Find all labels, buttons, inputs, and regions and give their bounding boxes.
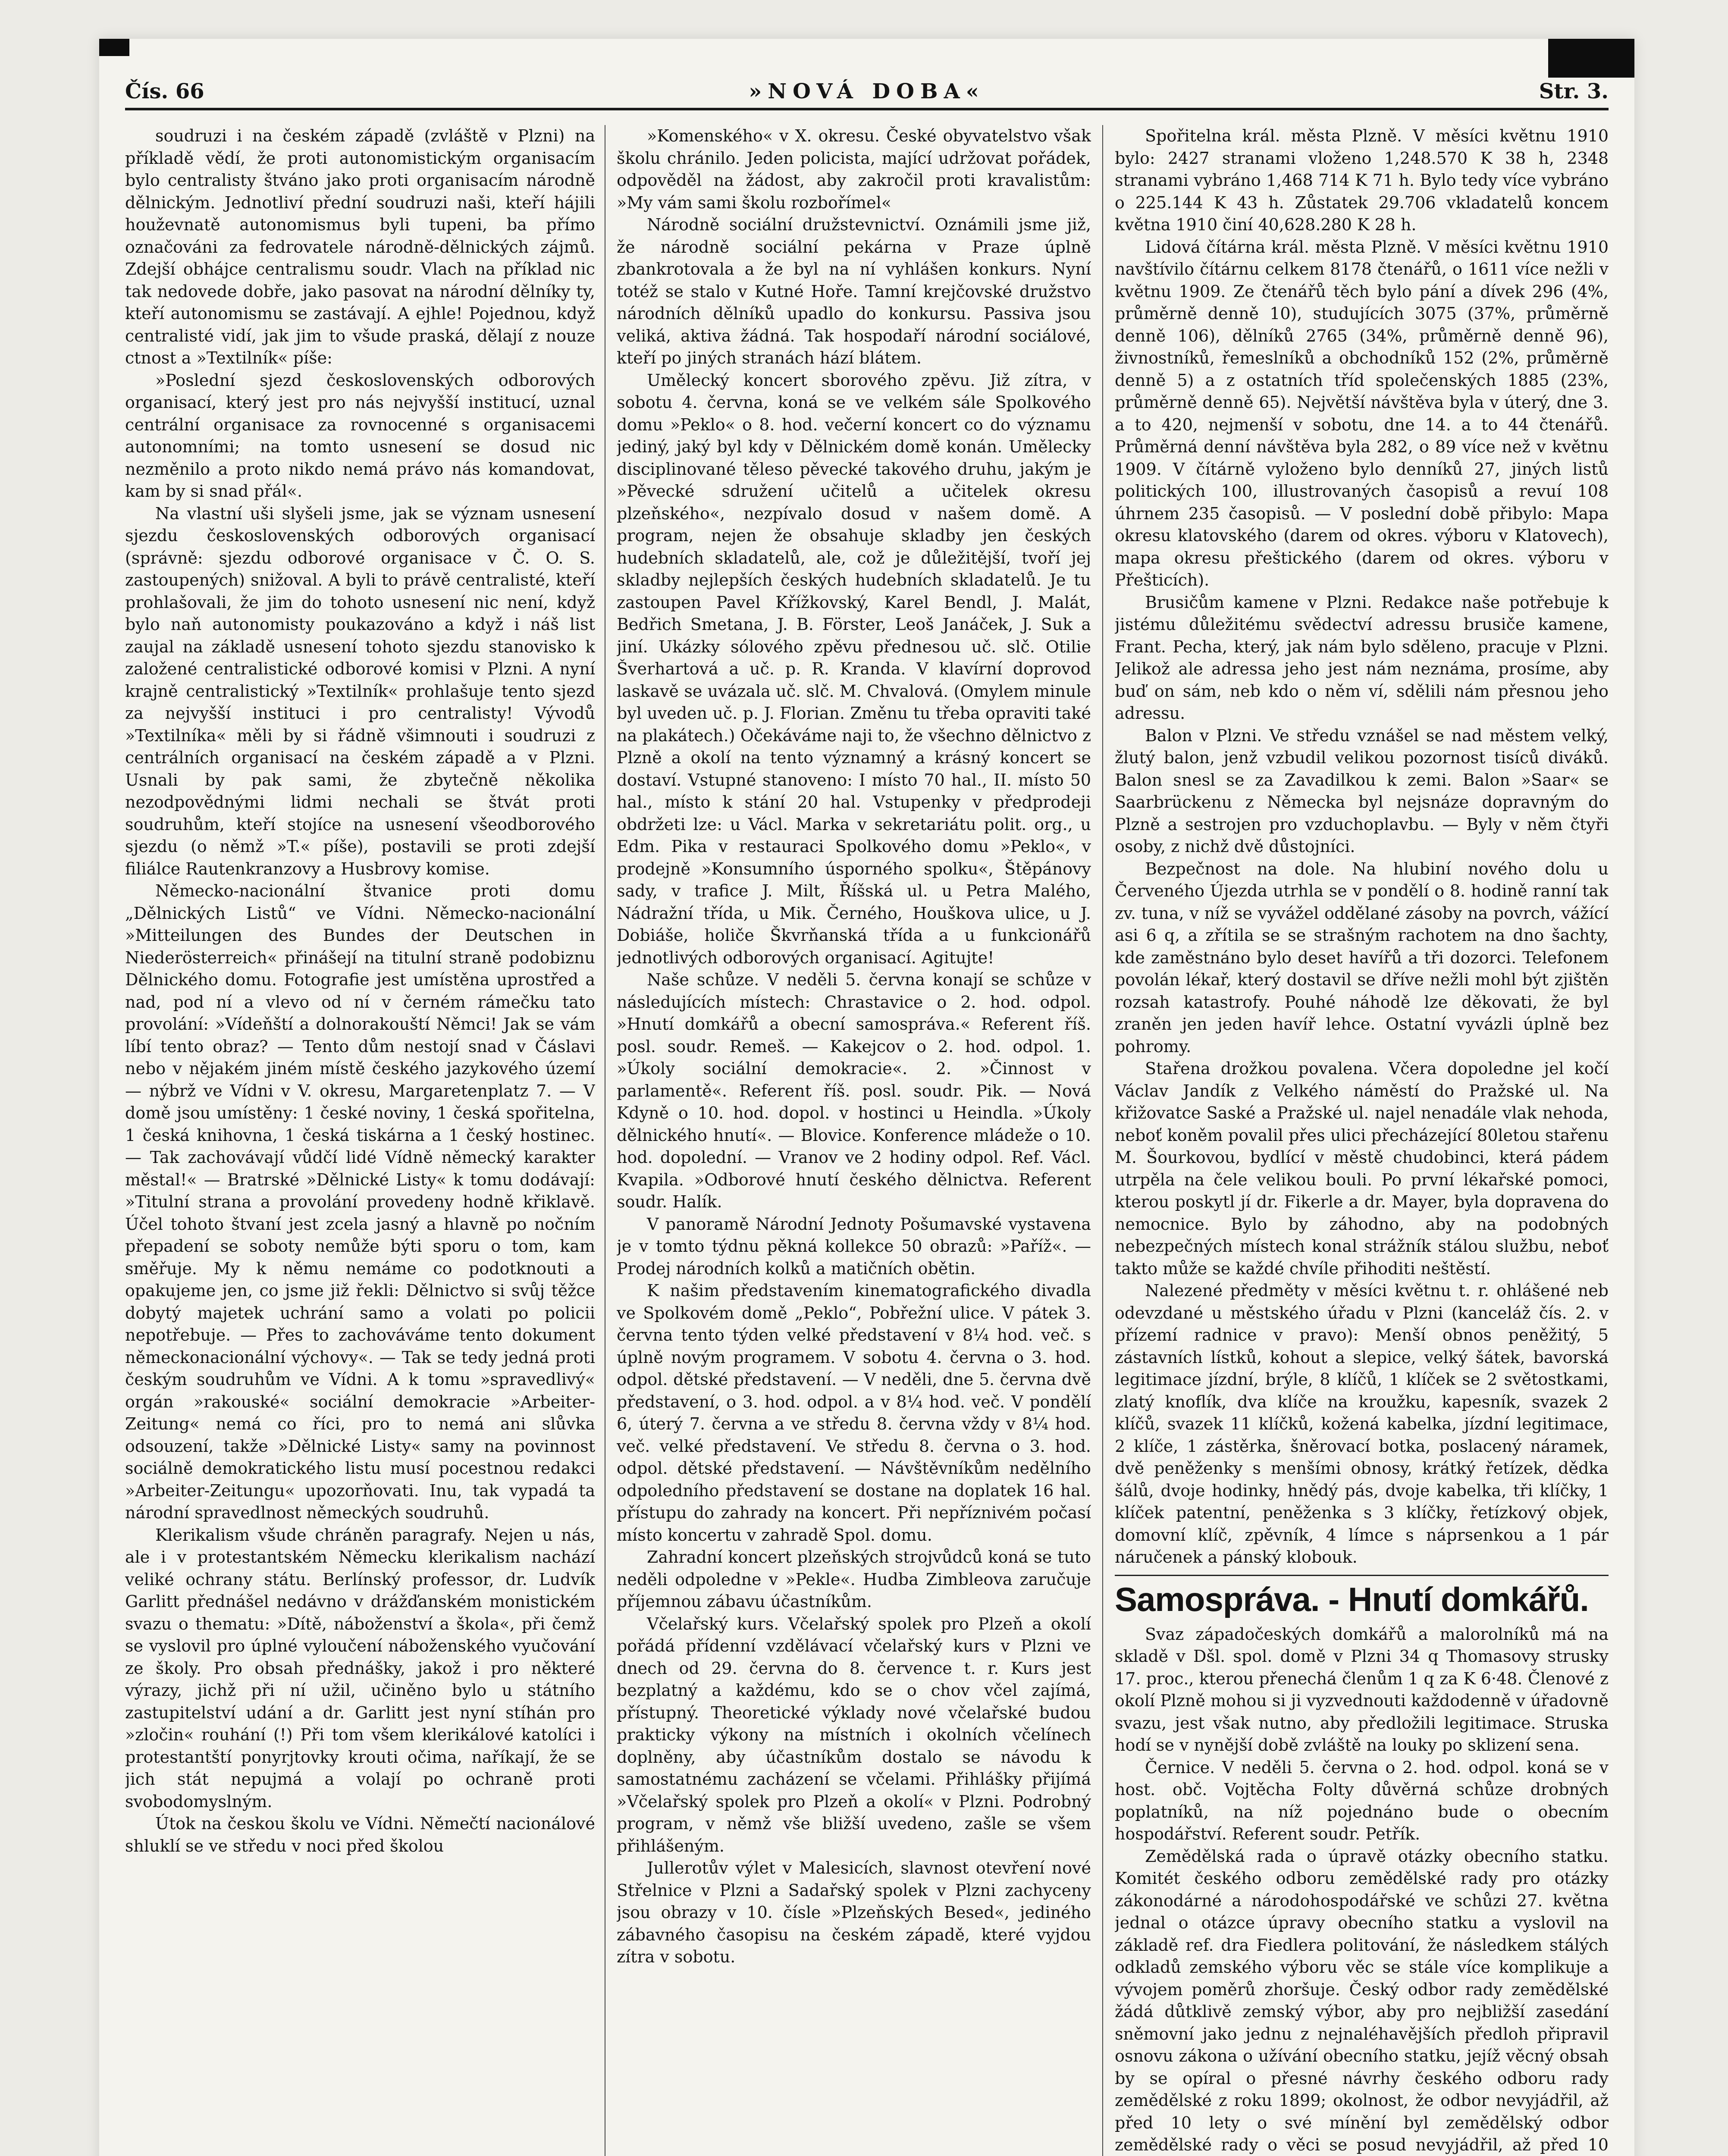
article-paragraph: Naše schůze. V neděli 5. června konají se schůze v následujících místech: Chrastavice o 2. hod. odpol. »Hnutí domkářů a obecní samospráva.« Referent říš. posl. soudr. Remeš. — Kakejcov o 2. hod. odpol. 1. »Úkoly sociální demokracie«. 2. »Činnost v parlamentě«. Referent říš. posl. soudr. Pik. — Nová Kdyně o 10. hod. dopol. v hostinci u Heindla. »Úkoly dělnického hnutí«. — Blovice. Konference mládeže o 10. hod. dopolední. — Vranov ve 2 hodiny odpol. Ref. Václ. Kvapila. »Odborové hnutí českého dělnictva. Referent soudr. Halík. bbox=[617, 970, 1091, 1211]
article-paragraph: soudruzi i na českém západě (zvláště v Plzni) na příkladě vědí, že proti autonomistickým organisacím bylo centralisty štváno jako proti organisacím národně dělnickým. Jednotliví přední soudruzi naši, kteří hájili houževnatě autonomismus byli tupeni, ba přímo označováni za fedrovatele národně-dělnických zájmů. Zdejší obhájce centralismu soudr. Vlach na příklad nic tak nedovede dobře, jako pasovat na národní dělníky ty, kteří autonomismu se zastávají. A ejhle! Pojednou, když centralisté vidí, jak jim to všude praská, dělají z nouze ctnost a »Textilník« píše: bbox=[125, 126, 595, 367]
article-paragraph: Včelařský kurs. Včelařský spolek pro Plzeň a okolí pořádá přídenní vzdělávací včelařský kurs v Plzni ve dnech od 29. června do 8. července t. r. Kurs jest bezplatný a každému, kdo se o chov včel zajímá, přístupný. Theoretické výklady nové včelařské budou prakticky výkony na místních i okolních včelínech doplněny, aby účastníkům dostalo se návodu k samostatnému zacházení se včelami. Přihlášky přijímá »Včelařský spolek pro Plzeň a okolí« v Plzni. Podrobný program, v němž vše bližší uvedeno, zašle se všem přihlášeným. bbox=[617, 1614, 1091, 1855]
column-3 bbox=[1115, 125, 1609, 2156]
article-paragraph: Svaz západočeských domkářů a malorolníků má na skladě v Dšl. spol. domě v Plzni 34 q Thomasovy strusky 17. proc., kterou přenechá členům 1 q za K 6·48. Členové z okolí Plzně mohou si ji vyzvednouti každodenně v úřadovně svazu, jest však nutno, aby předložili legitimace. Struska hodí se v nynější době zvláště na louky po sklizení sena. bbox=[1115, 1624, 1609, 1755]
article-paragraph: K našim představením kinematografického divadla ve Spolkovém domě „Peklo“, Pobřežní ulice. V pátek 3. června tento týden velké představení v 8¼ hod. več. s úplně novým programem. V sobotu 4. června o 3. hod. odpol. dětské představení. — V neděli, dne 5. června dvě představení, o 3. hod. odpol. a v 8¼ hod. več. V pondělí 6, úterý 7. června a ve středu 8. června vždy v 8¼ hod. več. velké představení. Ve středu 8. června o 3. hod. odpol. dětské představení. — Návštěvníkům nedělního odpoledního představení se dostane na doplatek 16 hal. přístupu do zahrady na koncert. Při nepříznivém počasí místo koncertu v zahradě Spol. domu. bbox=[617, 1281, 1091, 1545]
article-paragraph: Nalezené předměty v měsíci květnu t. r. ohlášené neb odevzdané u městského úřadu v Plzni (kanceláž čís. 2. v přízemí radnice v pravo): Menší obnos peněžitý, 5 zástavních lístků, kohout a slepice, velký šátek, bavorská legitimace jízdní, brýle, 8 klíčů, 1 klíček se 2 světostkami, zlatý knoflík, dva klíče na kroužku, kapesník, svazek 2 klíčů, svazek 11 klíčků, kožená kabelka, jízdní legitimace, 2 klíče, 1 zástěrka, šněrovací botka, poslacený náramek, dvě peněženky s menšími obnosy, krátký řetízek, dědka šálů, dvoje hodinky, hnědý pás, dvoje kabelka, tři klíčky, 1 klíček patentní, peněženka s 3 klíčky, řetízkový objek, domovní klíč, zpěvník, 4 límce s náprsenkou a 1 pár náručenek a pánský klobouk. bbox=[1115, 1281, 1609, 1567]
article-paragraph: Lidová čítárna král. města Plzně. V měsíci květnu 1910 navštívilo čítárnu celkem 8178 čtenářů, o 1611 více nežli v květnu 1909. Ze čtenářů těch bylo pání a dívek 296 (4%, průměrně denně 10), studujících 3075 (37%, průměrně denně 106), dělníků 2765 (34%, průměrně denně 96), živnostníků, řemeslníků a obchodníků 152 (2%, průměrně denně 5) a z ostatních tříd společenských 1885 (23%, průměrně denně 65). Největší návštěva byla v úterý, dne 3. a to 420, nejmenší v sobotu, dne 14. a to 44 čtenářů. Průměrná denní návštěva byla 282, o 89 více než v květnu 1909. V čítárně vyloženo bylo denníků 27, jiných listů politických 100, illustrovaných časopisů a revuí 108 úhrnem 235 časopisů. — V poslední době přibylo: Mapa okresu klatovského (darem od okres. výboru v Klatovech), mapa okresu přeštického (darem od okres. výboru v Přešticích). bbox=[1115, 237, 1609, 589]
column-2 bbox=[617, 125, 1091, 2156]
article-paragraph: »Poslední sjezd československých odborových organisací, který jest pro nás nejvyšší institucí, uznal centrální organisace za rovnocenné s organisacemi autonomními; na tomto usnesení se dosud nic nezměnilo a proto nikdo nemá právo nás komandovat, kam by si snad přál«. bbox=[125, 370, 595, 501]
article-paragraph: Na vlastní uši slyšeli jsme, jak se význam usnesení sjezdu československých odborových organisací (správně: sjezdu odborové organisace v Č. O. S. zastoupených) snižoval. A byli to právě centralisté, kteří prohlašovali, že jim do tohoto usnesení nic není, když bylo naň autonomisty poukazováno a když i náš list zaujal na základě usnesení tohoto sjezdu stanovisko k založené centralistické odborové komisi v Plzni. A nyní krajně centralistický »Textilník« prohlašuje tento sjezd za nejvyšší instituci i pro centralisty! Vývodů »Textilníka« měli by si řádně všimnouti i soudruzi z centrálních organisací na českém západě a v Plzni. Usnali by pak sami, že zbytečně několika nezodpovědnými lidmi nechali se štvát proti soudruhům, kteří stojíce na usnesení všeodborového sjezdu (o němž »T.« píše), postavili se proti zdejší filiálce Rautenkranzovy a Husbrovy komise. bbox=[125, 504, 595, 878]
article-paragraph: Zemědělská rada o úpravě otázky obecního statku. Komitét českého odboru zemědělské rady pro otázky zákonodárné a národohospodářské ve schůzi 27. května jednal o otázce úpravy obecního statku a vyslovil na základě ref. dra Fiedlera politování, že následkem stálých odkladů zemského výboru věc se stále více komplikuje a vývojem poměrů zhoršuje. Český odbor rady zemědělské žádá důtklivě zemský výbor, aby pro nejbližší zasedání sněmovní jako jednu z nejnaléhavějších předloh připravil osnovu zákona o užívání obecního statku, jejíž věcný obsah by se opíral o přesné návrhy českého odboru rady zemědělské z roku 1899; okolnost, že odbor nevyjádřil, až před 10 lety o své mínění byl zemědělský odbor zemědělské rady o věci se posud nevyjádřil, až před 10 bbox=[1115, 1846, 1609, 2154]
page-number: Str. 3. bbox=[1539, 79, 1609, 103]
column-1 bbox=[125, 125, 595, 2156]
masthead bbox=[125, 73, 1609, 110]
article-paragraph: Klerikalism všude chráněn paragrafy. Nejen u nás, ale i v protestantském Německu klerikalism nachází veliké ochrany státu. Berlínský professor, dr. Ludvík Garlitt přednášel nedávno v drážďanském monistickém svazu o thematu: »Dítě, náboženství a škola«, při čemž se vyslovil pro úplné vyloučení náboženského vyučování ze školy. Pro obsah přednášky, jakož i pro některé výrazy, jichž při ní užil, učiněno bylo u státního zastupitelství udání a dr. Garlitt jest nyní stíhán pro »zločin« rouhání (!) Při tom všem klerikálové katolíci i protestantští ponyrjtovky krouti očima, naříkají, že se jich stát nepujmá a volají po ochraně proti svobodomyslným. bbox=[125, 1525, 595, 1811]
article-paragraph: Zahradní koncert plzeňských strojvůdců koná se tuto neděli odpoledne v »Pekle«. Hudba Zimbleova zaručuje příjemnou zábavu účastníkům. bbox=[617, 1548, 1091, 1611]
article-paragraph: Černice. V neděli 5. června o 2. hod. odpol. koná se v host. obč. Vojtěcha Folty důvěrná schůze drobných poplatníků, na níž pojednáno bude o obecním hospodářství. Referent soudr. Petřík. bbox=[1115, 1758, 1609, 1843]
article-paragraph: Národně sociální družstevnictví. Oznámili jsme již, že národně sociální pekárna v Praze úplně zbankrotovala a že byl na ní vyhlášen konkurs. Nyní totéž se stalo v Kutné Hoře. Tamní krejčovské družstvo národních dělníků upadlo do konkursu. Passiva jsou veliká, aktiva žádná. Tak hospodaří národní sociálové, kteří po jiných stranách hází blátem. bbox=[617, 215, 1091, 367]
article-paragraph: Umělecký koncert sborového zpěvu. Již zítra, v sobotu 4. června, koná se ve velkém sále Spolkového domu »Peklo« o 8. hod. večerní koncert co do významu jediný, jaký byl kdy v Dělnickém domě konán. Umělecky disciplinované těleso pěvecké takového druhu, jakým je »Pěvecké sdružení učitelů a učitelek okresu plzeňského«, nezpívalo dosud v našem domě. A program, nejen že obsahuje skladby jen českých hudebních skladatelů, ale, což je důležitější, tvoří jej skladby nejlepších českých hudebních skladatelů. Je tu zastoupen Pavel Křížkovský, Karel Bendl, J. Malát, Bedřich Smetana, J. B. Förster, Leoš Janáček, J. Suk a jiní. Ukázky sólového zpěvu přednesou uč. slč. Otilie Šverhartová a uč. p. R. Kranda. V klavírní doprovod laskavě se uvázala uč. slč. M. Chvalová. (Omylem minule byl uveden uč. p. J. Florian. Změnu tu třeba opraviti také na plakátech.) Očekáváme naji to, že všechno dělnictvo z Plzně a okolí na tento významný a krásný koncert se dostaví. Vstupné stanoveno: I místo 70 hal., II. místo 50 hal., místo k stání 20 hal. Vstupenky v předprodeji obdržeti lze: u Václ. Marka v sekretariátu polit. org., u Edm. Pika v restauraci Spolkového domu »Peklo«, v prodejně »Konsumního úsporného spolku«, Štěpánovy sady, v trafice J. Milt, Říšská ul. u Petra Malého, Nádražní třída, u Mik. Černého, Houškova ulice, u J. Dobiáše, holiče Škvrňanská třída a u funkcionářů jednotlivých odborových organisací. Agitujte! bbox=[617, 370, 1091, 967]
issue-number: Čís. 66 bbox=[125, 79, 204, 103]
section-heading: Samospráva. - Hnutí domkářů. bbox=[1115, 1575, 1609, 1620]
article-paragraph: V panoramě Národní Jednoty Pošumavské vystavena je v tomto týdnu pěkná kollekce 50 obrazů: »Paříž«. — Prodej národních kolků a matičních obětin. bbox=[617, 1214, 1091, 1278]
article-paragraph: Stařena drožkou povalena. Včera dopoledne jel kočí Václav Jandík z Velkého náměstí do Pražské ul. Na křižovatce Saské a Pražské ul. najel nenadále vlak nehoda, neboť koněm povalil přes ulici přecházející 80letou stařenu M. Šourkovou, bydlící v městě chudobinci, která pádem utrpěla na čele velikou bouli. Po první lékařské pomoci, kterou poskytl jí dr. Fikerle a dr. Mayer, byla dopravena do nemocnice. Bylo by záhodno, aby na podobných nebezpečných místech konal strážník stálou službu, neboť takto může se každé chvíle přihoditi neštěstí. bbox=[1115, 1059, 1609, 1278]
newspaper-page bbox=[99, 39, 1634, 2156]
article-paragraph: Spořitelna král. města Plzně. V měsíci květnu 1910 bylo: 2427 stranami vloženo 1,248.570 K 38 h, 2348 stranami vybráno 1,468 714 K 71 h. Bylo tedy více vybráno o 225.144 K 43 h. Zůstatek 29.706 vkladatelů koncem května 1910 činí 40,628.280 K 28 h. bbox=[1115, 126, 1609, 234]
column-divider bbox=[1102, 125, 1103, 2156]
article-paragraph: Bezpečnost na dole. Na hlubiní nového dolu u Červeného Újezda utrhla se v pondělí o 8. hodině ranní tak zv. tuna, v níž se vyvážel oddělané zásoby na povrch, vážící asi 6 q, a zřítila se se strašným rachotem na dno šachty, kde zaměstnáno bylo deset havířů a tři dozorci. Telefonem povolán lékař, který dostavil se dříve nežli mohl být zjištěn rozsah katastrofy. Pouhé náhodě lze děkovati, že byl zraněn jen jeden havíř lehce. Ostatní vyvázli úplně bez pohromy. bbox=[1115, 859, 1609, 1056]
article-paragraph: Jullerotův výlet v Malesicích, slavnost otevření nové Střelnice v Plzni a Sadařský spolek v Plzni zachyceny jsou obrazy v 10. čísle »Plzeňských Besed«, jediného zábavného časopisu na českém západě, které vyjdou zítra v sobotu. bbox=[617, 1858, 1091, 1966]
article-paragraph: Brusičům kamene v Plzni. Redakce naše potřebuje k jistému důležitému svědectví adressu brusiče kamene, Frant. Pecha, který, jak nám bylo sděleno, pracuje v Plzni. Jelikož ale adressa jeho jest nám neznáma, prosíme, aby buď on sám, neb kdo o něm ví, sdělili nám přesnou jeho adressu. bbox=[1115, 592, 1609, 723]
article-paragraph: Útok na českou školu ve Vídni. Němečtí nacionálové shluklí se ve středu v noci před školou bbox=[125, 1814, 595, 1855]
article-paragraph: Balon v Plzni. Ve středu vznášel se nad městem velký, žlutý balon, jenž vzbudil velikou pozornost tisíců diváků. Balon snesl se za Zavadilkou k zemi. Balon »Saar« se Saarbrückenu z Německa byl nejsnáze dopravným do Plzně a sestrojen pro vzduchoplavbu. — Byly v něm čtyři osoby, z nichž dvě důstojníci. bbox=[1115, 726, 1609, 856]
article-paragraph: »Komenského« v X. okresu. České obyvatelstvo však školu chránilo. Jeden policista, mající udržovat pořádek, odpověděl na žádost, aby zakročil proti kravalistům: »My vám sami školu rozbořímel« bbox=[617, 126, 1091, 212]
scan-edge-mark bbox=[99, 39, 129, 56]
article-paragraph: Německo-nacionální štvanice proti domu „Dělnických Listů“ ve Vídni. Německo-nacionální »Mitteilungen des Bundes der Deutschen in Niederösterreich« přinášejí na titulní straně podobiznu Dělnického domu. Fotografie jest umístěna uprostřed a nad, pod ní a vlevo od ní v černém rámečku tato provolání: »Vídeňští a dolnorakouští Němci! Jak se vám líbí tento obraz? — Tento dům nestojí snad v Čáslavi nebo v nějakém jiném místě českého jazykového území — nýbrž ve Vídni v V. okresu, Margaretenplatz 7. — V domě jsou umístěny: 1 české noviny, 1 česká spořitelna, 1 česká knihovna, 1 česká tiskárna a 1 český hostinec. — Tak zachovávají vůdčí lidé Vídně německý karakter městal!« — Bratrské »Dělnické Listy« k tomu dodávají: »Titulní strana a provolání provedeny hodně křiklavě. Účel tohoto štvaní jest zcela jasný a hlavně po nočním přepadení se soboty nemůže býti sporu o tom, kam směřuje. My k němu nemáme co podotknouti a opakujeme jen, co jsme již řekli: Dělnictvo si svůj těžce dobytý majetek uchrání samo a volati po policii nepotřebuje. — Přes to zachováváme tento dokument německonacionální výchovy«. — Tak se tedy jedná proti českým soudruhům ve Vídni. A k tomu »spravedlivý« orgán »rakouské« sociální demokracie »Arbeiter-Zeitung« nemá co říci, pro to nemá ani slůvka odsouzení, takže »Dělnické Listy« samy na povinnost sociálně demokratického listu musí pocestnou redakci »Arbeiter-Zeitungu« upozorňovati. Inu, tak vypadá ta národní spravedlnost německých soudruhů. bbox=[125, 881, 595, 1522]
newspaper-title: »NOVÁ DOBA« bbox=[749, 79, 985, 103]
scan-edge-mark bbox=[1548, 39, 1634, 78]
